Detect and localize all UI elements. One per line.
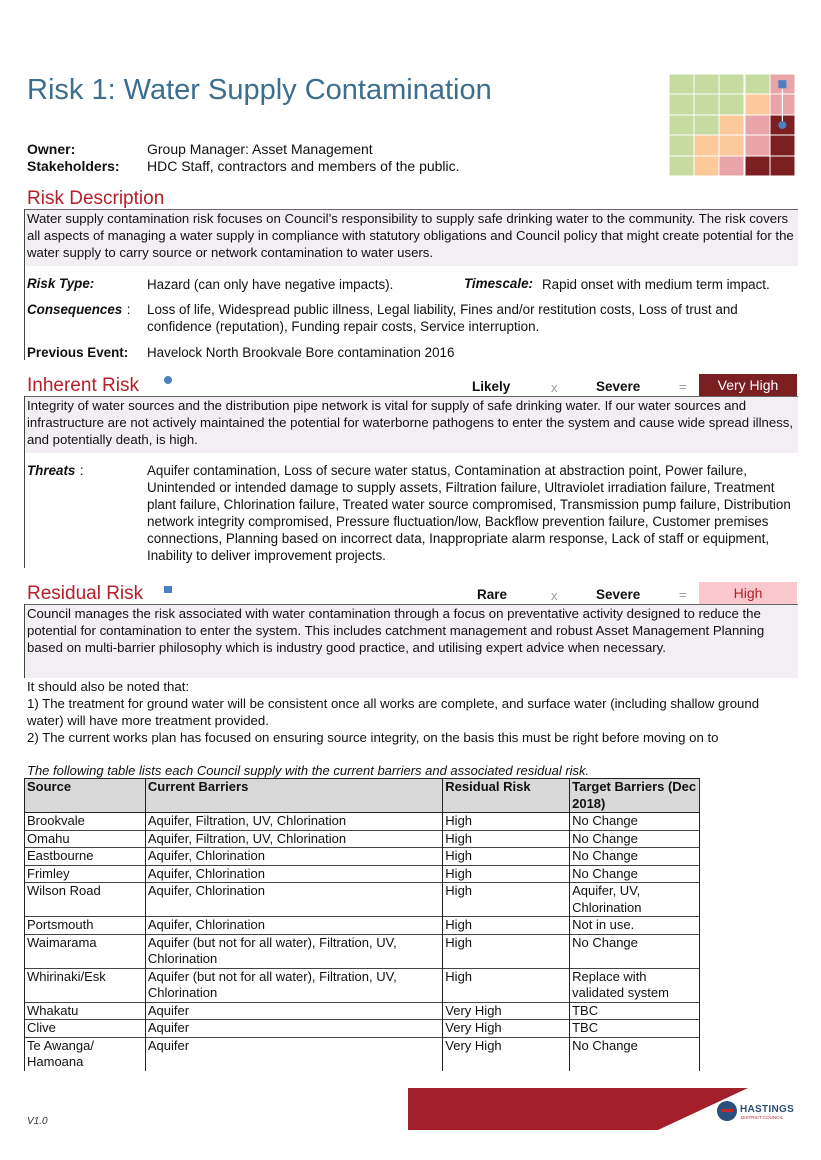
cell-current-barriers: Aquifer: [145, 1037, 442, 1071]
cell-target-barriers: Replace with validated system: [570, 968, 700, 1002]
table-row: [25, 1037, 700, 1071]
cell-target-barriers: No Change: [570, 848, 700, 866]
cell-target-barriers: No Change: [570, 813, 700, 831]
cell-current-barriers: Aquifer (but not for all water), Filtration, UV, Chlorination: [145, 934, 442, 968]
page-title: Risk 1: Water Supply Contamination: [27, 74, 492, 106]
notes-intro: It should also be noted that:: [27, 679, 190, 694]
consequences-colon: :: [126, 302, 131, 317]
version-label: V1.0: [27, 1116, 48, 1127]
cell-current-barriers: Aquifer, Chlorination: [145, 865, 442, 883]
table-row: [25, 917, 700, 935]
cell-target-barriers: Not in use.: [570, 917, 700, 935]
cell-source: Waimarama: [25, 934, 146, 968]
cell-source: Wilson Road: [25, 883, 146, 917]
header-current-barriers: Current Barriers: [145, 779, 442, 813]
stakeholders-value: HDC Staff, contractors and members of the public.: [147, 158, 460, 174]
risk-heatmap: [669, 74, 795, 176]
residual-marker-icon: [164, 586, 172, 593]
threats-value: Aquifer contamination, Loss of secure water status, Contamination at abstraction point, Power failure, Unintended or intended damage to supply assets, Filtration failure, Ultraviolet irradiation failure, Treatment plant failure, Chlorination failure, Treated water source compromised, Transmission pump failure, Distribution network integrity compromised, Pressure fluctuation/low, Backflow prevention failure, Customer premises connections, Planning based on incorrect data, Inappropriate alarm response, Lack of staff or equipment, Inability to deliver improvement projects.: [147, 463, 791, 563]
cell-target-barriers: No Change: [570, 830, 700, 848]
table-row: [25, 848, 700, 866]
risk-description-heading: Risk Description: [27, 188, 165, 209]
cell-current-barriers: Aquifer, Chlorination: [145, 917, 442, 935]
risk-type-label: Risk Type:: [27, 276, 95, 291]
heatmap-inherent-marker: [778, 121, 786, 129]
table-row: [25, 883, 700, 917]
logo-emblem-icon: [717, 1101, 737, 1121]
inherent-equals: =: [679, 379, 687, 394]
cell-residual-risk: High: [443, 883, 570, 917]
cell-residual-risk: Very High: [443, 1037, 570, 1071]
risk-description-text: Water supply contamination risk focuses on Council’s responsibility to supply safe drinking water to the community. The risk covers all aspects of managing a water supply in compliance with statutory obligations and Council policy that might create potential for the water supply to carry source or network contamination to water users.: [25, 210, 798, 266]
residual-risk-heading: Residual Risk: [27, 583, 144, 604]
consequences-label: Consequences: [27, 302, 123, 317]
header-target-barriers: Target Barriers (Dec 2018): [570, 779, 700, 813]
cell-target-barriers: Aquifer, UV, Chlorination: [570, 883, 700, 917]
inherent-likelihood: Likely: [472, 379, 511, 394]
consequences-value: Loss of life, Widespread public illness, Legal liability, Fines and/or restitution costs, Loss of trust and confidence (reputation), Funding repair costs, Service interruption.: [147, 302, 738, 334]
heatmap-residual-marker: [778, 80, 786, 88]
risk-movement-arrow: [669, 74, 795, 176]
logo-subtext: DISTRICT COUNCIL: [741, 1115, 784, 1120]
cell-source: Clive: [25, 1020, 146, 1038]
cell-source: Omahu: [25, 830, 146, 848]
residual-rating-badge: High: [699, 582, 797, 604]
risk-type-value: Hazard (can only have negative impacts).: [147, 277, 394, 292]
inherent-rating-badge: Very High: [699, 374, 797, 396]
table-row: [25, 1002, 700, 1020]
residual-times: x: [551, 588, 558, 603]
cell-current-barriers: Aquifer, Chlorination: [145, 848, 442, 866]
residual-notes: [25, 678, 798, 745]
table-caption: The following table lists each Council supply with the current barriers and associated residual risk.: [27, 763, 590, 778]
cell-source: Whakatu: [25, 1002, 146, 1020]
residual-likelihood: Rare: [477, 587, 508, 602]
timescale-label: Timescale:: [464, 276, 533, 291]
logo-stripe-icon: [721, 1109, 733, 1112]
timescale-value: Rapid onset with medium term impact.: [542, 277, 770, 292]
cell-target-barriers: No Change: [570, 934, 700, 968]
cell-source: Portsmouth: [25, 917, 146, 935]
cell-residual-risk: High: [443, 830, 570, 848]
inherent-marker-icon: [164, 376, 172, 384]
cell-residual-risk: High: [443, 917, 570, 935]
inherent-consequence: Severe: [596, 379, 641, 394]
footer-banner: [408, 1088, 748, 1130]
cell-current-barriers: Aquifer: [145, 1020, 442, 1038]
note-2: 2) The current works plan has focused on ensuring source integrity, on the basis this must be right before moving on to: [27, 730, 719, 745]
threats-colon: :: [79, 463, 84, 478]
table-row: [25, 968, 700, 1002]
supply-barriers-table: [24, 778, 700, 1071]
cell-current-barriers: Aquifer (but not for all water), Filtration, UV, Chlorination: [145, 968, 442, 1002]
threats-label: Threats: [27, 463, 76, 478]
header-source: Source: [25, 779, 146, 813]
cell-residual-risk: High: [443, 968, 570, 1002]
residual-consequence: Severe: [596, 587, 641, 602]
cell-target-barriers: No Change: [570, 865, 700, 883]
cell-residual-risk: High: [443, 813, 570, 831]
cell-source: Frimley: [25, 865, 146, 883]
cell-target-barriers: TBC: [570, 1002, 700, 1020]
footer-banner-shape: [408, 1088, 748, 1130]
cell-source: Te Awanga/ Hamoana: [25, 1037, 146, 1071]
header-residual-risk: Residual Risk: [443, 779, 570, 813]
inherent-risk-heading: Inherent Risk: [27, 375, 139, 396]
residual-equals: =: [679, 587, 687, 602]
table-row: [25, 830, 700, 848]
stakeholders-label: Stakeholders:: [27, 158, 120, 174]
cell-current-barriers: Aquifer, Filtration, UV, Chlorination: [145, 830, 442, 848]
cell-source: Brookvale: [25, 813, 146, 831]
cell-residual-risk: High: [443, 848, 570, 866]
consequences-label-group: [27, 301, 130, 319]
note-1: 1) The treatment for ground water will be consistent once all works are complete, and surface water (including shallow ground water) will have more treatment provided.: [27, 696, 760, 728]
cell-residual-risk: High: [443, 865, 570, 883]
cell-target-barriers: TBC: [570, 1020, 700, 1038]
logo-text: HASTINGS: [740, 1104, 795, 1115]
previous-event-value: Havelock North Brookvale Bore contamination 2016: [147, 345, 455, 360]
table-row: [25, 865, 700, 883]
table-row: [25, 813, 700, 831]
table-row: [25, 1020, 700, 1038]
owner-label: Owner:: [27, 141, 76, 157]
threats-label-group: [27, 462, 84, 480]
cell-target-barriers: No Change: [570, 1037, 700, 1071]
residual-risk-text: Council manages the risk associated with water contamination through a focus on preventative activity designed to reduce the potential for contamination to enter the system. This includes catchment management and robust Asset Management Planning based on multi-barrier philosophy which is industry good practice, and utilising expert advice when necessary.: [25, 605, 798, 678]
cell-source: Eastbourne: [25, 848, 146, 866]
cell-residual-risk: High: [443, 934, 570, 968]
table-header-row: [25, 779, 700, 813]
table-row: [25, 934, 700, 968]
cell-current-barriers: Aquifer, Chlorination: [145, 883, 442, 917]
cell-source: Whirinaki/Esk: [25, 968, 146, 1002]
owner-value: Group Manager: Asset Management: [147, 141, 373, 157]
cell-current-barriers: Aquifer, Filtration, UV, Chlorination: [145, 813, 442, 831]
previous-event-label: Previous Event:: [27, 345, 129, 360]
inherent-risk-text: Integrity of water sources and the distribution pipe network is vital for supply of safe drinking water. If our water sources and infrastructure are not actively maintained the potential for waterborne pathogens to enter the system and cause wide spread illness, and potentially death, is high.: [25, 397, 798, 453]
cell-current-barriers: Aquifer: [145, 1002, 442, 1020]
inherent-times: x: [551, 380, 558, 395]
cell-residual-risk: Very High: [443, 1002, 570, 1020]
cell-residual-risk: Very High: [443, 1020, 570, 1038]
